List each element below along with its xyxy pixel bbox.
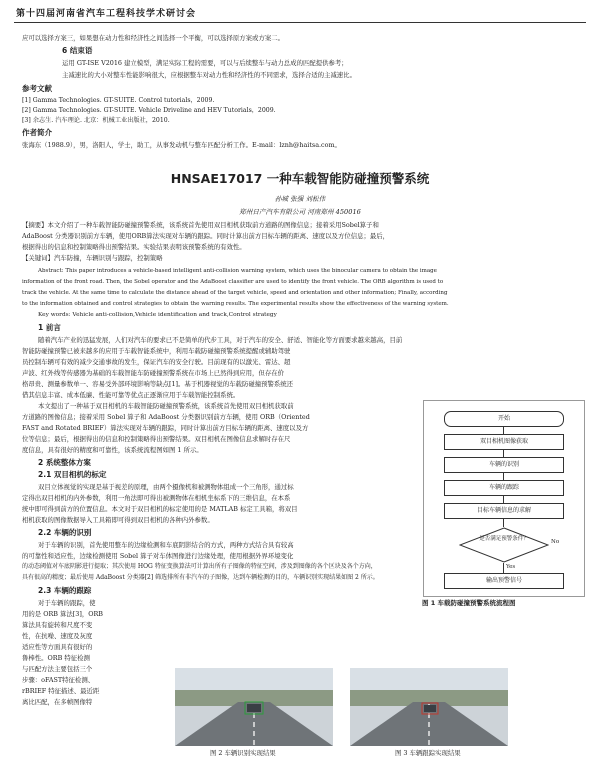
tracking-4: 性，在抗噪、速度及灰度 (22, 632, 93, 640)
paper-authors: 孙城 张强 刘松伟 (274, 195, 326, 203)
abstract-cn-2: AdaBoost 分类器识别前方车辆，使用ORB算法实现对车辆的跟踪。同时计算出前方目标车辆的距离、速度以及方位信息；最后， (22, 232, 390, 240)
flow-detect: 车辆的识别 (444, 457, 564, 473)
recognition-4: 具有很高的精度；最后使用 AdaBoost 分类器[2] 筛选排所有非汽车的子图像，达到车辆检测的目的，车辆识别实现结果如图 2 所示。 (22, 574, 379, 581)
intro-2: 智能防碰撞预警已被来越多的应用于车载智能系统中，利用车载防碰撞预警系统提醒或辅助驾驶 (22, 347, 291, 355)
flow-decision: 是否满足预警条件？ (479, 536, 529, 542)
intro-3: 员控制车辆可有效的减少交通事故的发生，保证汽车的安全行驶。目前现有的以激光、雷达、超 (22, 358, 291, 366)
tracking-10: 离比匹配，在多帧图像特 (22, 698, 93, 706)
running-header: 第十四届河南省汽车工程科技学术研讨会 (16, 9, 197, 19)
flow-yes-label: Yes (506, 564, 516, 570)
tracking-7: 与匹配方法主要包括三个 (22, 665, 93, 673)
intro-8: 方道路的图像信息；接着采用 Sobel 算子和 AdaBoost 分类器识别前方车辆，使用 ORB（Oriented (22, 413, 310, 421)
recognition-1: 对于车辆的识别，首先使用整车的边缘检测和车底阴影结合的方式，两种方式结合具有较高 (38, 541, 294, 549)
keywords-cn: 【关键词】汽车防撞，车辆识别与跟踪，控制策略 (22, 254, 163, 262)
intro-4: 声波、红外线等传感器为基础的车载智能车防碰撞预警系统在市场上已然得到应用，但存在价 (22, 369, 285, 377)
recognition-2: 的可靠性和适应性，边缘检测使用 Sobel 算子对车体图像进行边缘处理，使用根据外界环境变化 (22, 552, 294, 560)
flow-arrow (503, 449, 504, 457)
tracking-1: 对于车辆的跟踪，使 (38, 599, 96, 607)
section-system: 2 系统整体方案 (38, 458, 91, 467)
keywords-en: Key words: Vehicle anti-collision,Vehicle identification and track,Control strategy (38, 312, 277, 318)
flow-arrow (503, 563, 504, 573)
intro-7: 本文提出了一种基于双目相机的车载智能防碰撞预警系统，该系统首先使用双目相机获取前 (38, 402, 294, 410)
references-heading: 参考文献 (22, 84, 52, 93)
tracking-5: 适应性等方面具有很好的 (22, 643, 93, 651)
flow-grab: 双目相机图像获取 (444, 434, 564, 450)
figure-3-image (350, 668, 508, 746)
figure-2-image (175, 668, 333, 746)
abstract-cn-1: 【摘要】本文介绍了一种车载智能防碰撞预警系统，该系统首先使用双目相机获取前方道路的图像信息；接着采用Sobel算子和 (22, 221, 379, 229)
intro-9: FAST and Rotated BRIEF）算法实现对车辆的跟踪，同时计算出前方目标车辆的距离、速度以及方 (22, 424, 309, 432)
section-conclusion: 6 结束语 (62, 46, 93, 55)
calibration-2: 定得出双目相机的内外参数，利用一角法即可得出被测物体在相机坐标系下的三维信息，在本系 (22, 494, 291, 502)
figure-2-caption: 图 2 车辆识别实现结果 (210, 749, 276, 757)
conclusion-1: 运用 GT-ISE V2016 建立模型，满足实际工程的需要，可以与后续整车与动力总成的匹配提供参考； (62, 59, 348, 67)
header-rule (14, 22, 586, 23)
intro-1: 随着汽车产业的迅猛发展，人们对汽车的要求已不是简单的代步工具，对于汽车的安全、舒适、智能化等方面要求越来越高，目前 (38, 336, 403, 344)
calibration-4: 相机获取的图像数据导入工具箱即可得到双目相机的各种内外参数。 (22, 516, 214, 524)
prev-paragraph: 应可以选择方案三，如果想在动力性和经济性之间选择一个平衡，可以选择原方案或方案二。 (22, 34, 285, 42)
tracking-9: rBRIEF 特征描述、最近距 (22, 687, 100, 695)
author-bio: 张海东（1988.9），男，洛阳人，学士，助工，从事发动机与整车匹配分析工作。E-mail：lznh@haitsa.com。 (22, 141, 341, 149)
section-calibration: 2.1 双目相机的标定 (38, 470, 107, 479)
abstract-en-4: to the information obtained and control strategies to obtain the warning results. The experimental results show the effectiveness of the warning system. (22, 301, 449, 307)
paper-affiliation: 郑州日产汽车有限公司 河南郑州 450016 (239, 208, 361, 216)
road-scene-2 (350, 668, 508, 746)
figure-3-caption: 图 3 车辆跟踪实现结果 (395, 749, 461, 757)
flow-arrow (503, 518, 504, 527)
calibration-3: 统中即可得到前方的位置信息。本文对于双目相机的标定使用的是 MATLAB 标定工具箱，将双目 (22, 505, 298, 513)
road-scene-1 (175, 668, 333, 746)
flow-decision-diamond (459, 527, 549, 563)
abstract-en-3: track the vehicle. At the same time to calculate the distance ahead of the target vehicle, speed and orientation and other information; Finally, according (22, 290, 448, 296)
flow-no-label: No (551, 539, 560, 545)
flow-arrow (503, 495, 504, 503)
flow-arrow (503, 472, 504, 480)
section-tracking: 2.3 车辆的跟踪 (38, 586, 92, 595)
abstract-cn-3: 根据得出的信息和控制策略得出预警结果。实验结果表明该预警系统的有效性。 (22, 243, 246, 251)
tracking-3: 算法具有旋转和尺度不变 (22, 621, 93, 629)
tracking-6: 鲁棒性。ORB 特征检测 (22, 654, 90, 662)
recognition-3: 的动态阈值对车底阴影进行提取；其次使用 HOG 特征变换算法可计算出所有子图像的特征空间，涉及到图像的各个区块及各个方向， (22, 563, 377, 570)
flow-track: 车辆的跟踪 (444, 480, 564, 496)
flow-arrow (503, 426, 504, 434)
section-intro: 1 前言 (38, 323, 61, 332)
reference-3: [3] 余志生. 汽车理论. 北京：机械工业出版社，2010. (22, 117, 170, 124)
intro-6: 借其信息丰富、成本低廉、性能可靠等优点正逐渐应用于车载智能控制系统。 (22, 391, 240, 399)
abstract-en-1: Abstract: This paper introduces a vehicle-based intelligent anti-collision warning system, which uses the binocular camera to obtain the image (38, 268, 437, 274)
intro-5: 格昂贵、测量参数单一、容易受外部环境影响等缺点[1]。基于机器视觉的车载防碰撞预警系统还 (22, 380, 294, 388)
conclusion-2: 主减速比的大小对整车性能影响很大，应根据整车对动力性和经济性的不同需求，选择合适的主减速比。 (62, 71, 356, 79)
intro-10: 位等信息；最后，根据得出的信息和控制策略得出预警结果。双目相机在图像信息求解时存在尺 (22, 435, 291, 443)
tracking-8: 步骤：oFAST特征检测、 (22, 676, 95, 684)
tracking-2: 用的是 ORB 算法[3]，ORB (22, 610, 103, 618)
figure-1-caption: 图 1 车载防碰撞预警系统流程图 (422, 599, 516, 607)
flow-output: 输出预警信号 (444, 573, 564, 589)
flowchart (423, 400, 585, 597)
reference-2: [2] Gamma Technologies. GT-SUITE. Vehicle Driveline and HEV Tutorials，2009. (22, 107, 276, 114)
author-heading: 作者简介 (22, 128, 52, 137)
section-recognition: 2.2 车辆的识别 (38, 528, 92, 537)
flow-start: 开始 (444, 411, 564, 427)
abstract-en-2: information of the front road. Then, the Sobel operator and the AdaBoost classifier are used to identify the front vehicle. The ORB algorithm is used to (22, 279, 444, 285)
paper-title: HNSAE17017 一种车载智能防碰撞预警系统 (170, 171, 430, 186)
reference-1: [1] Gamma Technologies. GT-SUITE. Control tutorials，2009. (22, 97, 215, 104)
intro-11: 度信息，具有很好的精度和可靠性，该系统流程图如图 1 所示。 (22, 446, 203, 454)
flow-info: 目标车辆信息的求解 (444, 503, 564, 519)
calibration-1: 双目立体视觉的实现是基于视差的原理，由两个摄像机和被测物体组成一个三角形，通过标 (38, 483, 294, 491)
